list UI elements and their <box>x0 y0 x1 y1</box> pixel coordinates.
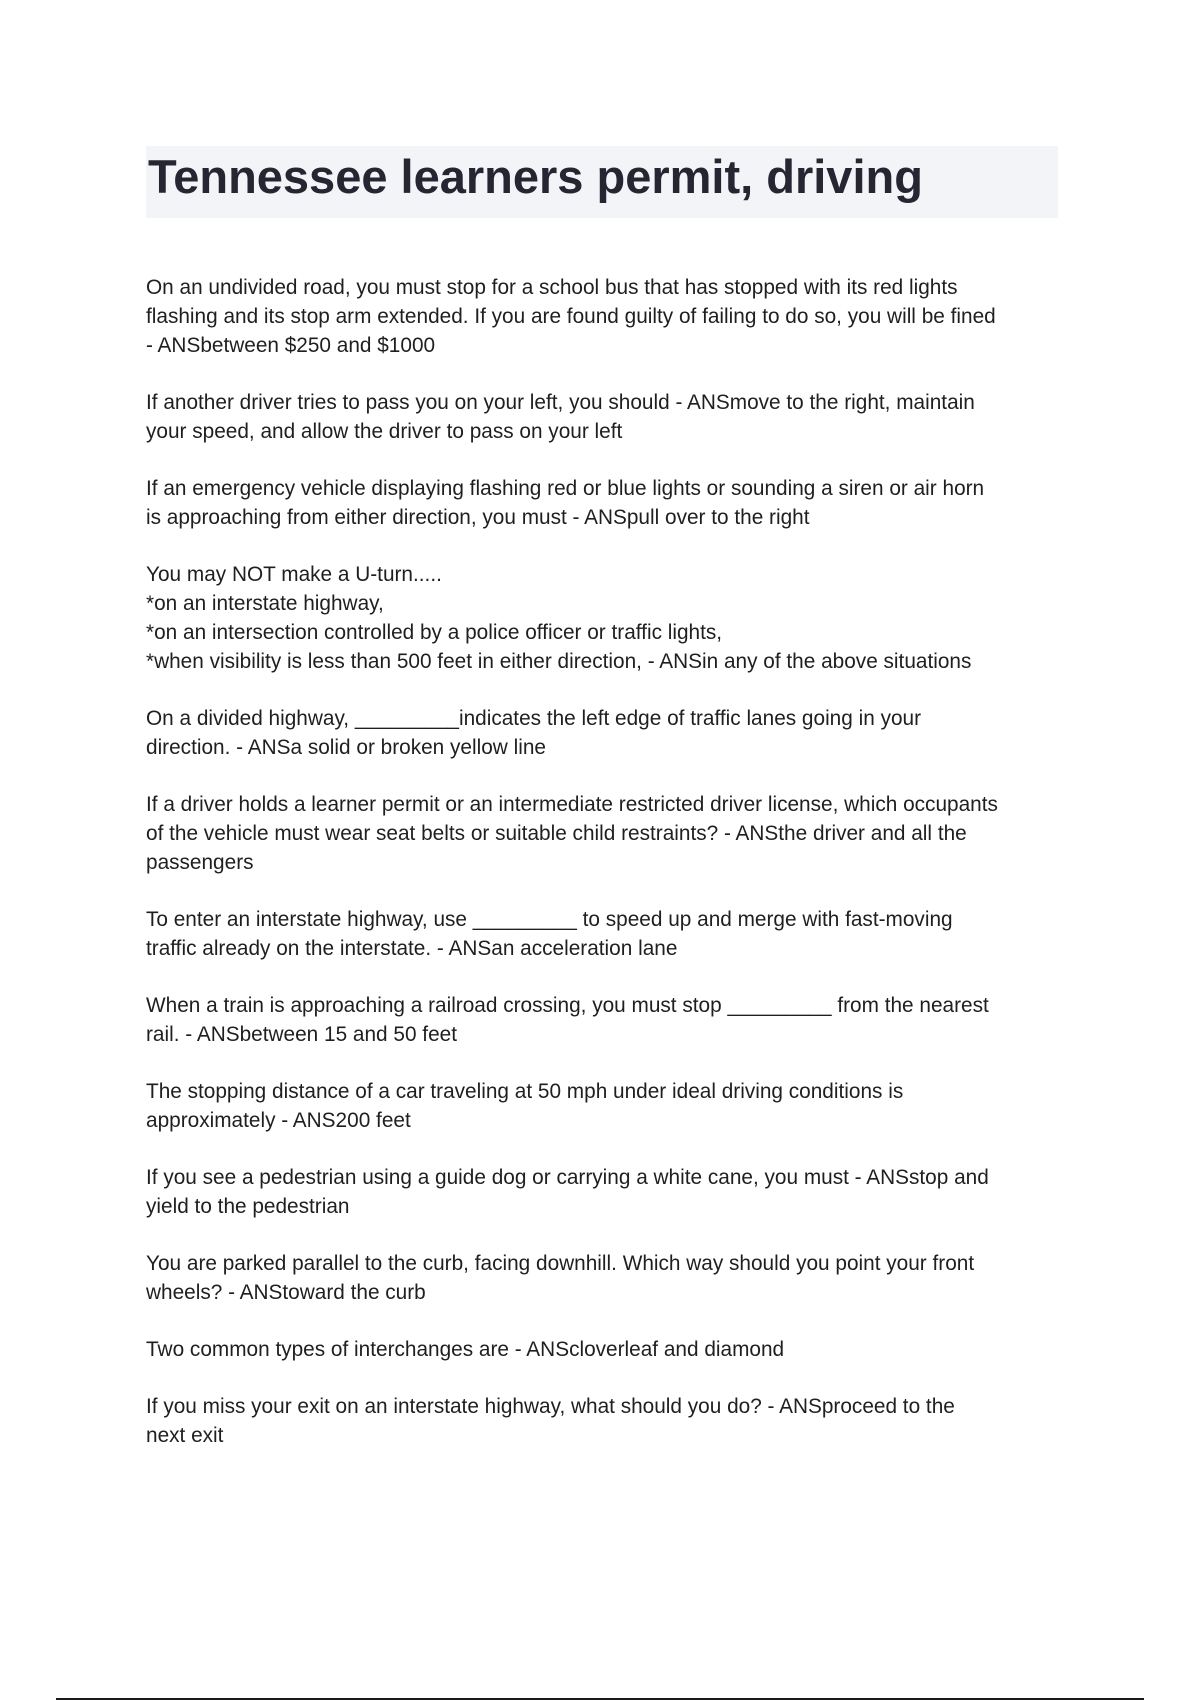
qa-item: If another driver tries to pass you on your left, you should - ANSmove to the right, maintain your speed, and allow the driver to pass on your left <box>146 391 975 443</box>
qa-item: If you see a pedestrian using a guide dog or carrying a white cane, you must - ANSstop and yield to the pedestrian <box>146 1166 989 1218</box>
qa-item: The stopping distance of a car traveling at 50 mph under ideal driving conditions is approximately - ANS200 feet <box>146 1080 904 1132</box>
qa-item: You are parked parallel to the curb, facing downhill. Which way should you point your front wheels? - ANStoward the curb <box>146 1252 975 1304</box>
qa-item: To enter an interstate highway, use _________ to speed up and merge with fast-moving traffic already on the interstate. - ANSan acceleration lane <box>146 908 953 960</box>
qa-item: Two common types of interchanges are - ANScloverleaf and diamond <box>146 1338 785 1361</box>
page-title: Tennessee learners permit, driving <box>148 150 923 203</box>
qa-item: When a train is approaching a railroad crossing, you must stop _________ from the nearest rail. - ANSbetween 15 and 50 feet <box>146 994 989 1046</box>
qa-item: If an emergency vehicle displaying flashing red or blue lights or sounding a siren or air horn is approaching from either direction, you must - ANSpull over to the right <box>146 477 985 529</box>
qa-item: On a divided highway, _________indicates the left edge of traffic lanes going in your direction. - ANSa solid or broken yellow line <box>146 707 922 759</box>
qa-item: If a driver holds a learner permit or an intermediate restricted driver license, which occupants of the vehicle must wear seat belts or suitable child restraints? - ANSthe driver and all the passengers <box>146 793 998 874</box>
qa-item: On an undivided road, you must stop for a school bus that has stopped with its red lights flashing and its stop arm extended. If you are found guilty of failing to do so, you will be fined - ANSbetween $250 and $1000 <box>146 276 996 357</box>
qa-list <box>146 273 1066 1478</box>
qa-item: You may NOT make a U-turn..... *on an interstate highway, *on an intersection controlled by a police officer or traffic lights, *when visibility is less than 500 feet in either direction, - ANSin any of the above situations <box>146 563 972 673</box>
title-block <box>146 146 1058 218</box>
qa-item: If you miss your exit on an interstate highway, what should you do? - ANSproceed to the next exit <box>146 1395 955 1447</box>
